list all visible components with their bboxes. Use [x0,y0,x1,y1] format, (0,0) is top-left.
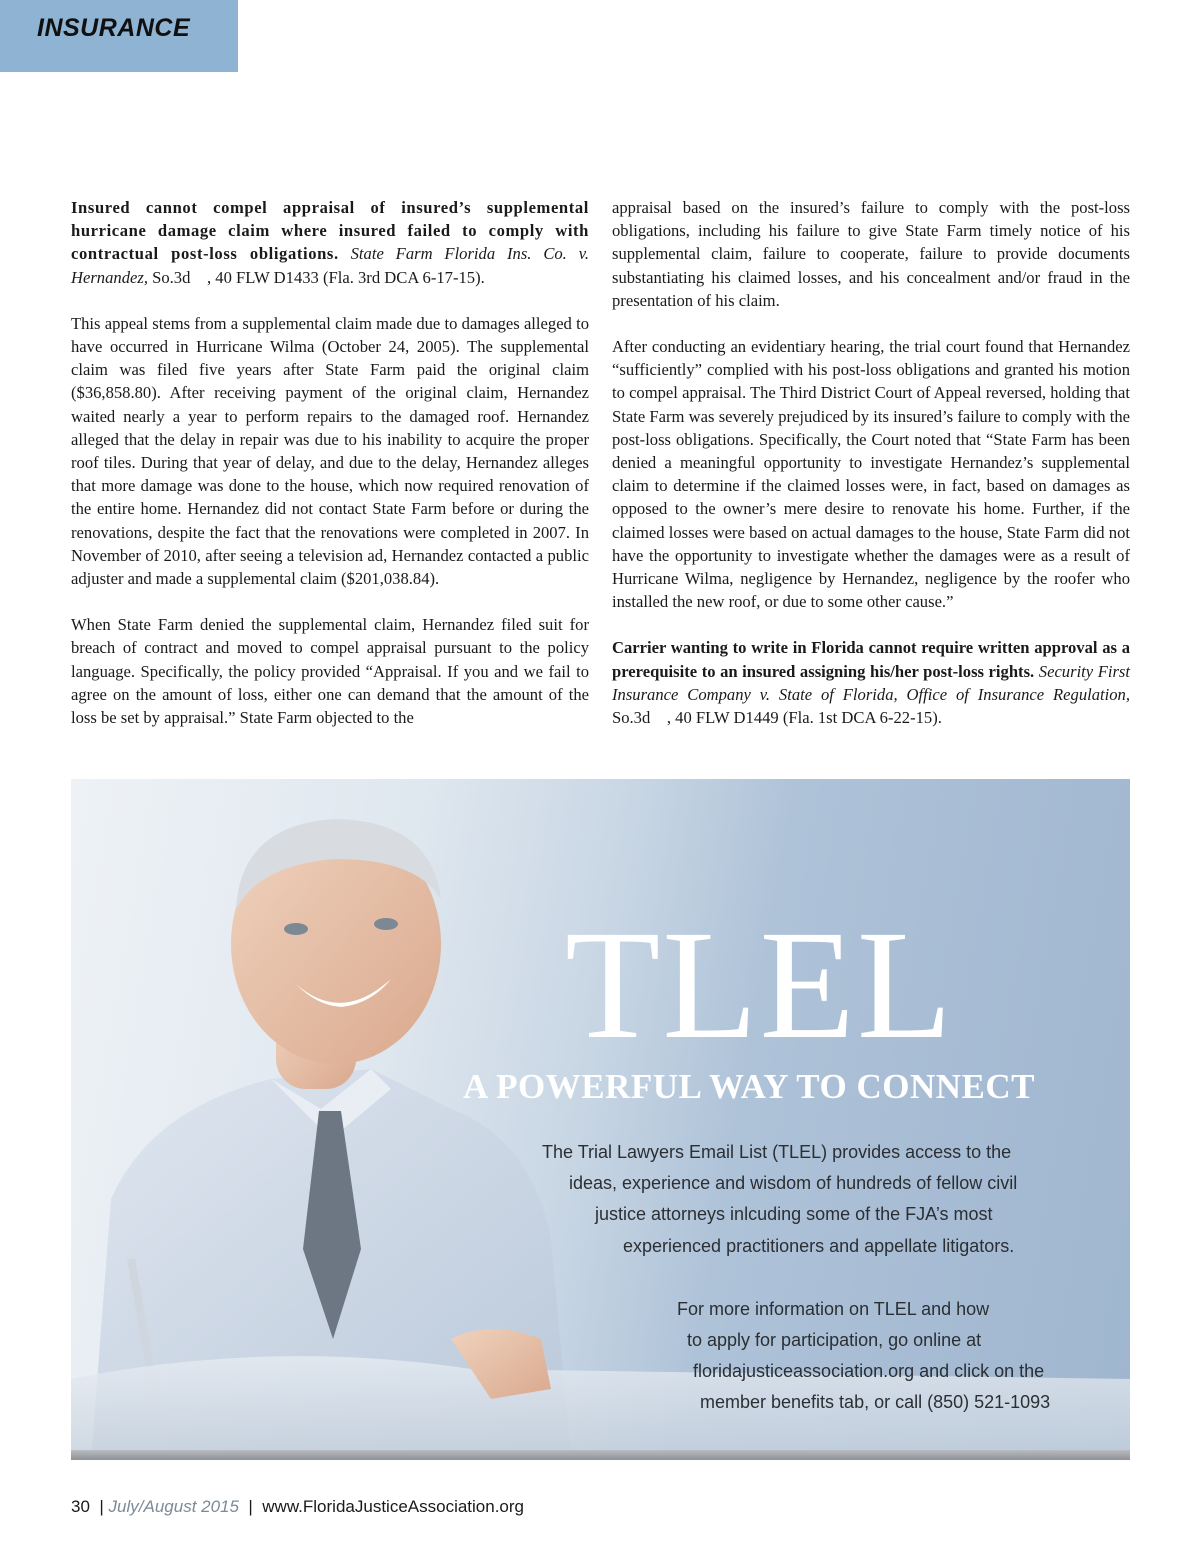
ad-subtitle: A POWERFUL WAY TO CONNECT [463,1067,1035,1106]
footer-divider: | [94,1497,109,1516]
ad-info-line-4: member benefits tab, or call (850) 521-1093 [700,1392,1051,1412]
case1-citation-italic: State Farm Florida Ins. Co. v. Hernandez, [71,244,589,287]
case2-citation-italic: Security First Insurance Company v. State of Florida, Office of Insurance Regulation, [612,661,1130,704]
ad-info-line-3: floridajusticeassociation.org and click on the [693,1361,1045,1381]
ad-bottom-border [71,1450,1130,1460]
left-column [71,196,589,752]
right-paragraph-1: appraisal based on the insured’s failure to comply with the post-loss obligations, including his failure to give State Farm timely notice of his supplemental claim, failure to cooperate, failure to provide documents substantiating his claimed losses, and his concealment and/or fraud in the presentation of his claim. [612,198,1130,310]
case1-citation: So.3d , 40 FLW D1433 (Fla. 3rd DCA 6-17-15). [152,267,485,287]
right-column [612,196,1130,752]
right-paragraph-2: After conducting an evidentiary hearing, the trial court found that Hernandez “sufficiently” complied with his post-loss obligations and granted his motion to compel appraisal. The Third District Court of Appeal reversed, holding that State Farm was severely prejudiced by its insured’s failure to comply with the post-loss obligations. Specifically, the Court noted that “State Farm has been denied a meaningful opportunity to investigate Hernandez’s supplemental claim to determine if the claimed losses were, in fact, based on damages as opposed to the owner’s mere desire to renovate his home. Further, if the claimed losses were based on actual damages to the house, State Farm did not have the opportunity to investigate whether the damages were as a result of Hurricane Wilma, negligence by Hernandez, negligence by the roofer who installed the new roof, or due to some other cause.” [612,337,1130,612]
page-number: 30 [71,1497,90,1516]
tlel-advertisement [71,779,1130,1460]
issue-date: July/August 2015 [108,1497,239,1516]
ad-info-line-1: For more information on TLEL and how [677,1299,990,1319]
footer-divider: | [243,1497,263,1516]
website-link[interactable]: www.FloridaJusticeAssociation.org [262,1497,524,1516]
ad-info-line-2: to apply for participation, go online at [687,1330,982,1350]
ad-title: TLEL [565,898,955,1071]
case2-summary [612,636,1130,729]
case2-citation: So.3d , 40 FLW D1449 (Fla. 1st DCA 6-22-15). [612,708,942,728]
left-paragraph-1: This appeal stems from a supplemental claim made due to damages alleged to have occurred in Hurricane Wilma (October 24, 2005). The supplemental claim was filed five years after State Farm paid the original claim ($36,858.80). After receiving payment of the original claim, Hernandez waited nearly a year to perform repairs to the damaged roof. Hernandez alleged that the delay in repair was due to his inability to acquire the proper roof tiles. During that year of delay, and due to the delay, Hernandez alleges that more damage was done to the house, which now required renovation of the entire home. Hernandez did not contact State Farm before or during the renovations, despite the fact that the renovations were completed in 2007. In November of 2010, after seeing a television ad, Hernandez contacted a public adjuster and made a supplemental claim ($201,038.84). [71,313,589,589]
left-paragraph-2: When State Farm denied the supplemental claim, Hernandez filed suit for breach of contract and moved to compel appraisal pursuant to the policy language. Specifically, the policy provided “Appraisal. If you and we fail to agree on the amount of loss, either one can demand that the amount of the loss be set by appraisal.” State Farm objected to the [71,615,589,728]
case2-heading: Carrier wanting to write in Florida cannot require written approval as a prerequisite to an insured assigning his/her post-loss rights. [612,638,1130,681]
ad-body-line-3: justice attorneys inlcuding some of the FJA’s most [595,1204,993,1224]
ad-body-line-1: The Trial Lawyers Email List (TLEL) provides access to the [542,1142,1012,1162]
case1-summary [71,196,589,289]
case1-heading: Insured cannot compel appraisal of insured’s supplemental hurricane damage claim where insured failed to comply with contractual post-loss obligations. [71,198,589,264]
page-footer [71,1497,524,1517]
section-tab [0,0,238,72]
ad-body-line-4: experienced practitioners and appellate litigators. [623,1236,1015,1256]
section-label: INSURANCE [37,14,191,42]
ad-body-line-2: ideas, experience and wisdom of hundreds of fellow civil [569,1173,1018,1193]
